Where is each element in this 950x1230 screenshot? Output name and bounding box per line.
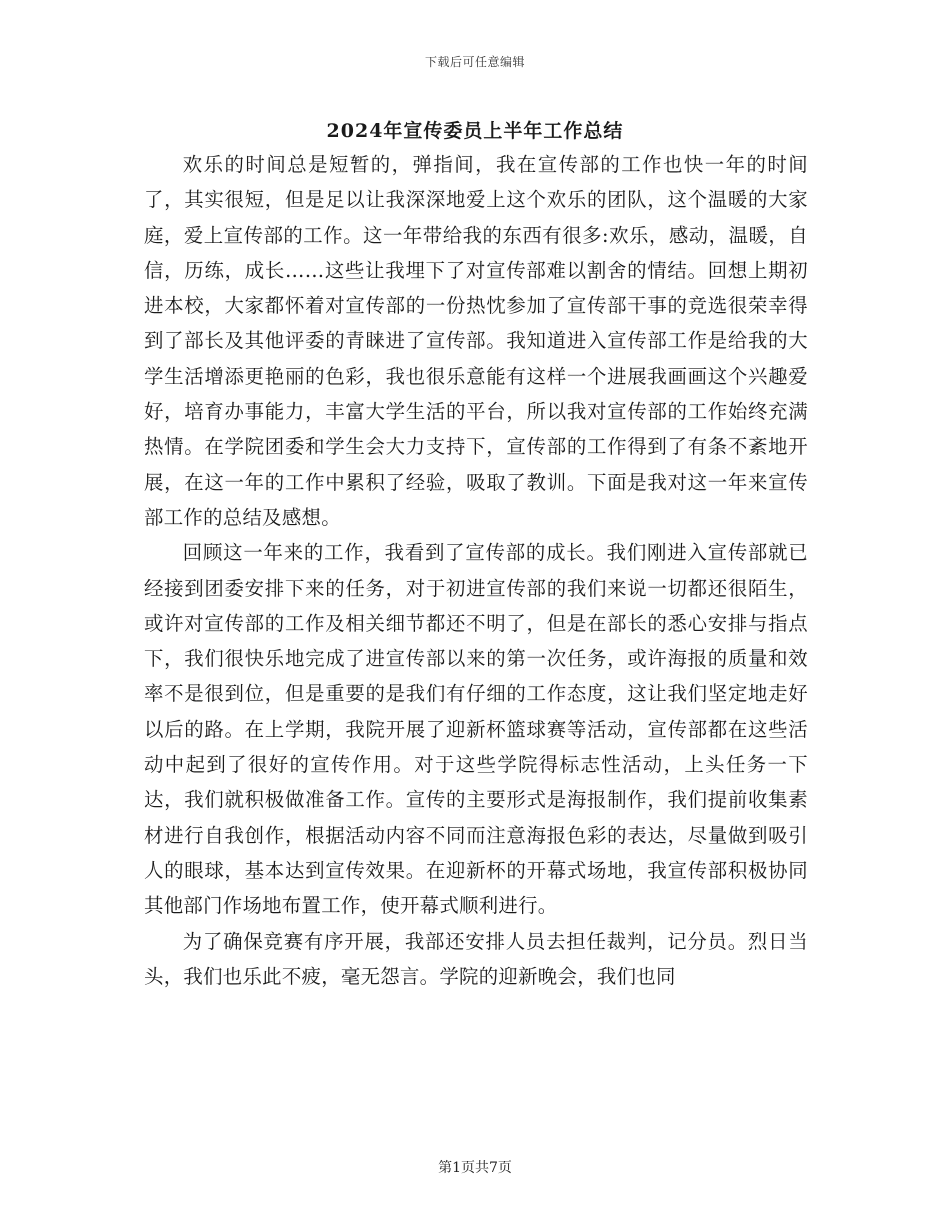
paragraph: 回顾这一年来的工作，我看到了宣传部的成长。我们刚进入宣传部就已经接到团委安排下来的任务，对于初进宣传部的我们来说一切都还很陌生，或许对宣传部的工作及相关细节都还不明了，但是在部长的悉心安排与指点下，我们很快乐地完成了进宣传部以来的第一次任务，或许海报的质量和效率不是很到位，但是重要的是我们有仔细的工作态度，这让我们坚定地走好以后的路。在上学期，我院开展了迎新杯篮球赛等活动，宣传部都在这些活动中起到了很好的宣传作用。对于这些学院得标志性活动，上头任务一下达，我们就积极做准备工作。宣传的主要形式是海报制作，我们提前收集素材进行自我创作，根据活动内容不同而注意海报色彩的表达，尽量做到吸引人的眼球，基本达到宣传效果。在迎新杯的开幕式场地，我宣传部积极协同其他部门作场地布置工作，使开幕式顺利进行。	[144, 541, 808, 918]
paragraph: 欢乐的时间总是短暂的，弹指间，我在宣传部的工作也快一年的时间了，其实很短，但是足以让我深深地爱上这个欢乐的团队，这个温暖的大家庭，爱上宣传部的工作。这一年带给我的东西有很多:欢乐，感动，温暖，自信，历练，成长……这些让我埋下了对宣传部难以割舍的情结。回想上期初进本校，大家都怀着对宣传部的一份热忱参加了宣传部干事的竞选很荣幸得到了部长及其他评委的青睐进了宣传部。我知道进入宣传部工作是给我的大学生活增添更艳丽的色彩，我也很乐意能有这样一个进展我画画这个兴趣爱好，培育办事能力，丰富大学生活的平台，所以我对宣传部的工作始终充满热情。在学院团委和学生会大力支持下，宣传部的工作得到了有条不紊地开展，在这一年的工作中累积了经验，吸取了教训。下面是我对这一年来宣传部工作的总结及感想。	[144, 153, 808, 529]
document-title: 2024年宣传委员上半年工作总结	[326, 120, 624, 142]
page-number: 第1页共7页	[438, 1160, 512, 1176]
header-note: 下载后可任意编辑	[424, 55, 525, 69]
paragraph: 为了确保竞赛有序开展，我部还安排人员去担任裁判，记分员。烈日当头，我们也乐此不疲，毫无怨言。学院的迎新晚会，我们也同	[144, 929, 808, 988]
document-body	[144, 147, 808, 994]
